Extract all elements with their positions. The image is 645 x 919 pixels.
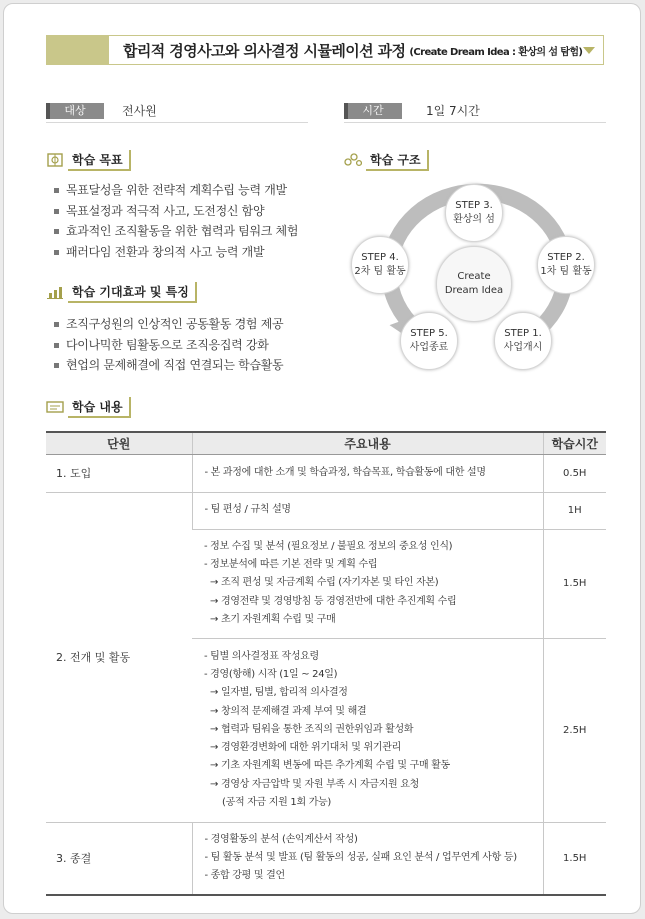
- content-line: → 경영전략 및 경영방침 등 경영전반에 대한 추진계획 수립: [210, 595, 457, 607]
- time-label: 시간: [344, 103, 402, 119]
- time-divider: [344, 122, 606, 123]
- goals-heading: [46, 150, 131, 170]
- content-line: - 본 과정에 대한 소개 및 학습과정, 학습목표, 학습활동에 대한 설명: [204, 466, 486, 478]
- time-cell: 0.5H: [543, 454, 606, 492]
- content-line: → 협력과 팀워을 통한 조직의 권한위임과 활성화: [210, 723, 414, 735]
- step-4-node: [351, 236, 409, 294]
- unit-cell: 1. 도입: [46, 454, 192, 492]
- step-1-number: STEP 1.: [504, 328, 542, 339]
- time-cell: 1.5H: [543, 822, 606, 895]
- header-content: 주요내용: [192, 432, 543, 454]
- content-line: → 기초 자원계획 변동에 따른 추가계획 수립 및 구매 활동: [210, 760, 450, 772]
- time-value: 1일 7시간: [426, 104, 480, 118]
- goal-item: 목표달성을 위한 전략적 계획수립 능력 개발: [54, 180, 298, 201]
- course-subtitle: (Create Dream Idea : 환상의 섬 탐험): [409, 46, 583, 58]
- step-5-node: [400, 312, 458, 370]
- target-icon: [46, 152, 64, 168]
- step-5-label: 사업종료: [409, 342, 449, 353]
- effect-item: 조직구성원의 인상적인 공동활동 경험 제공: [54, 314, 283, 335]
- table-header-row: [46, 432, 606, 454]
- step-1-label: 사업개시: [503, 342, 543, 353]
- content-line: → 창의적 문제해결 과제 부여 및 해결: [210, 705, 367, 717]
- center-line-1: Create: [457, 271, 491, 282]
- content-line: - 종합 강평 및 결언: [204, 870, 285, 882]
- step-4-number: STEP 4.: [361, 252, 399, 263]
- content-line: → 조직 편성 및 자금계획 수립 (자기자본 및 타인 자본): [210, 577, 439, 589]
- structure-heading: [344, 150, 429, 170]
- table-row: [46, 454, 606, 492]
- content-line: - 팀 편성 / 규칙 설명: [204, 504, 291, 516]
- structure-heading-text: 학습 구조: [366, 150, 429, 171]
- content-cell: [192, 638, 543, 822]
- goals-list: [54, 180, 298, 262]
- content-cell: [192, 822, 543, 895]
- content-line: → 초기 자원계획 수립 및 구매: [210, 613, 336, 625]
- course-title: 합리적 경영사고와 의사결정 시뮬레이션 과정: [123, 41, 406, 60]
- title-box: [108, 35, 604, 65]
- unit-cell: 2. 전개 및 활동: [46, 492, 192, 822]
- content-line: - 경영활동의 분석 (손익계산서 작성): [204, 833, 358, 845]
- center-node: [436, 246, 512, 322]
- step-5-number: STEP 5.: [410, 328, 448, 339]
- unit-cell: 3. 종결: [46, 822, 192, 895]
- effects-list: [54, 314, 283, 376]
- content-heading-text: 학습 내용: [68, 397, 131, 418]
- step-2-number: STEP 2.: [547, 252, 585, 263]
- step-2-label: 1차 팀 활동: [540, 266, 592, 277]
- book-icon: [46, 399, 64, 415]
- content-line: - 정보분석에 따른 기본 전략 및 계획 수립: [204, 559, 378, 571]
- time-cell: 2.5H: [543, 638, 606, 822]
- step-3-number: STEP 3.: [455, 200, 493, 211]
- content-cell: [192, 529, 543, 638]
- hierarchy-icon: [344, 152, 362, 168]
- content-line: - 정보 수집 및 분석 (필요정보 / 불필요 정보의 중요성 인식): [204, 540, 453, 552]
- curriculum-table: [46, 431, 606, 896]
- center-line-2: Dream Idea: [444, 285, 504, 296]
- content-cell: [192, 454, 543, 492]
- title-accent-block: [46, 35, 108, 65]
- content-line: → 일자별, 팀별, 합리적 의사결정: [210, 687, 348, 699]
- target-value: 전사원: [122, 104, 157, 118]
- effect-item: 다이나믹한 팀활동으로 조직응집력 강화: [54, 335, 283, 356]
- learning-structure-diagram: [344, 181, 606, 371]
- target-label: 대상: [46, 103, 104, 119]
- content-line: - 팀별 의사결정표 작성요령: [204, 650, 319, 662]
- content-line: - 경영(항해) 시작 (1일 ~ 24일): [204, 668, 338, 680]
- goal-item: 목표설정과 적극적 사고, 도전정신 함양: [54, 201, 298, 222]
- page-sheet: [3, 3, 641, 914]
- bar-chart-icon: [46, 284, 64, 300]
- content-heading: [46, 397, 131, 417]
- step-4-label: 2차 팀 활동: [354, 266, 406, 277]
- table-row: [46, 492, 606, 529]
- table-row: [46, 822, 606, 895]
- goals-heading-text: 학습 목표: [68, 150, 131, 171]
- course-title-bar: [46, 35, 604, 65]
- content-line: → 경영상 자금압박 및 자원 부족 시 자금지원 요청: [210, 778, 419, 790]
- header-unit: 단원: [46, 432, 192, 454]
- step-2-node: [537, 236, 595, 294]
- triangle-down-icon: [583, 47, 595, 54]
- content-cell: [192, 492, 543, 529]
- goal-item: 패러다임 전환과 창의적 사고 능력 개발: [54, 242, 298, 263]
- target-divider: [46, 122, 308, 123]
- time-cell: 1.5H: [543, 529, 606, 638]
- goal-item: 효과적인 조직활동을 위한 협력과 팀워크 체험: [54, 221, 298, 242]
- content-line: → 경영환경변화에 대한 위기대처 및 위기관리: [210, 742, 401, 754]
- step-3-node: [445, 184, 503, 242]
- content-line: (공적 자금 지원 1회 가능): [222, 797, 332, 809]
- effects-heading-text: 학습 기대효과 및 특징: [68, 282, 197, 303]
- effect-item: 현업의 문제해결에 직접 연결되는 학습활동: [54, 355, 283, 376]
- step-3-label: 환상의 섬: [453, 214, 495, 225]
- effects-heading: [46, 282, 197, 302]
- content-line: - 팀 활동 분석 및 발표 (팀 활동의 성공, 실패 요인 분석 / 업무연계 사항 등): [204, 852, 517, 864]
- step-1-node: [494, 312, 552, 370]
- header-time: 학습시간: [543, 432, 606, 454]
- time-cell: 1H: [543, 492, 606, 529]
